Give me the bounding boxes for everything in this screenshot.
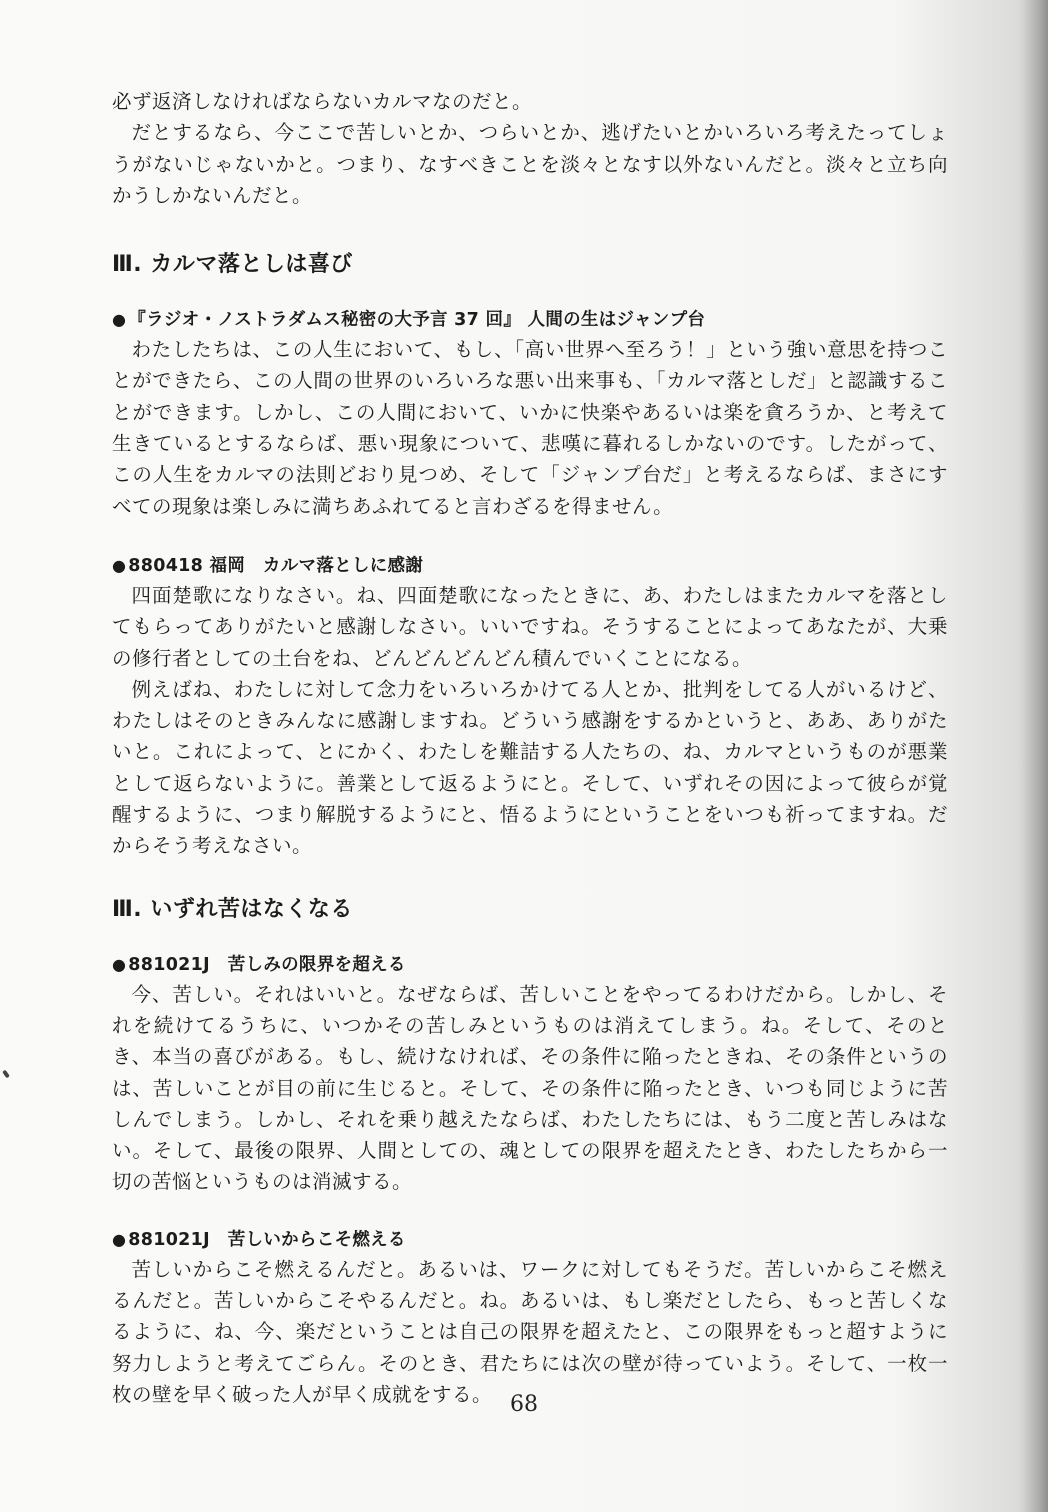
paragraph: 必ず返済しなければならないカルマなのだと。 (112, 90, 533, 113)
entry-body (112, 580, 948, 862)
entry-title (112, 552, 948, 580)
entry (112, 306, 948, 522)
paragraph: だとするなら、今ここで苦しいとか、つらいとか、逃げたいとかいろいろ考えたってしょうがないじゃないかと。つまり、なすべきことを淡々となす以外ないんだと。淡々と立ち向かうしかないんだと。 (112, 121, 948, 207)
entry-body (112, 1254, 948, 1410)
paragraph: 今、苦しい。それはいいと。なぜならば、苦しいことをやってるわけだから。しかし、それを続けてるうちに、いつかその苦しみというものは消えてしまう。ね。そして、そのとき、本当の喜びがある。もし、続けなければ、その条件に陥ったときね、その条件というのは、苦しいことが目の前に生じると。そして、その条件に陥ったとき、いつも同じように苦しんでしまう。しかし、それを乗り越えたならば、わたしたちには、もう二度と苦しみはない。そして、最後の限界、人間としての、魂としての限界を超えたとき、わたしたちから一切の苦悩というものは消滅する。 (112, 982, 948, 1194)
section1-tail (112, 86, 948, 211)
entry-title-text: 『ラジオ・ノストラダムス秘密の大予言 37 回』 人間の生はジャンプ台 (128, 310, 706, 331)
section-heading: Ⅲ. いずれ苦はなくなる (112, 896, 353, 922)
entry-title-text: 881021J 苦しみの限界を超える (128, 954, 406, 975)
section-heading: Ⅲ. カルマ落としは喜び (112, 252, 353, 278)
entry-title (112, 306, 948, 334)
entry (112, 951, 948, 1198)
paragraph: 苦しいからこそ燃えるんだと。あるいは、ワークに対してもそうだ。苦しいからこそ燃えるんだと。苦しいからこそやるんだと。ね。あるいは、もし楽だとしたら、もっと苦しくなるように、ね、今、楽だということは自己の限界を超えたと、この限界をもっと超すように努力しようと考えてごらん。そのとき、君たちには次の壁が待っていよう。そして、一枚一枚の壁を早く破った人が早く成就をする。 (112, 1257, 948, 1406)
page-edge-shadow (1022, 0, 1048, 1512)
bullet-icon: ● (112, 954, 127, 974)
page-content (112, 86, 948, 1410)
entry-title-text: 881021J 苦しいからこそ燃える (128, 1229, 406, 1250)
entry-body (112, 334, 948, 522)
scan-speck (2, 1070, 10, 1079)
entry (112, 552, 948, 862)
entry-body (112, 979, 948, 1198)
bullet-icon: ● (112, 555, 127, 575)
paragraph: 四面楚歌になりなさい。ね、四面楚歌になったときに、あ、わたしはまたカルマを落としてもらってありがたいと感謝しなさい。いいですね。そうすることによってあなたが、大乗の修行者としての土台をね、どんどんどんどん積んでいくことになる。 (112, 583, 948, 670)
entry-title (112, 1226, 948, 1254)
bullet-icon: ● (112, 310, 127, 330)
entry-title (112, 951, 948, 979)
entry-title-text: 880418 福岡 カルマ落としに感謝 (128, 555, 424, 576)
entry (112, 1226, 948, 1410)
page-number: 68 (510, 1392, 538, 1417)
paragraph: わたしたちは、この人生において、もし、「高い世界へ至ろう！」という強い意思を持つことができたら、この人間の世界のいろいろな悪い出来事も、「カルマ落としだ」と認識することができます。しかし、この人間において、いかに快楽やあるいは楽を貪ろうか、と考えて生きているとするならば、悪い現象について、悲嘆に暮れるしかないのです。したがって、この人生をカルマの法則どおり見つめ、そして「ジャンプ台だ」と考えるならば、まさにすべての現象は楽しみに満ちあふれてると言わざるを得ません。 (112, 338, 948, 518)
bullet-icon: ● (112, 1229, 127, 1249)
paragraph: 例えばね、わたしに対して念力をいろいろかけてる人とか、批判をしてる人がいるけど、わたしはそのときみんなに感謝しますね。どういう感謝をするかというと、ああ、ありがたいと。これによって、とにかく、わたしを難詰する人たちの、ね、カルマというものが悪業として返らないように。善業として返るようにと。そして、いずれその因によって彼らが覚醒するように、つまり解脱するようにと、悟るようにということをいつも祈ってますね。だからそう考えなさい。 (112, 677, 948, 858)
